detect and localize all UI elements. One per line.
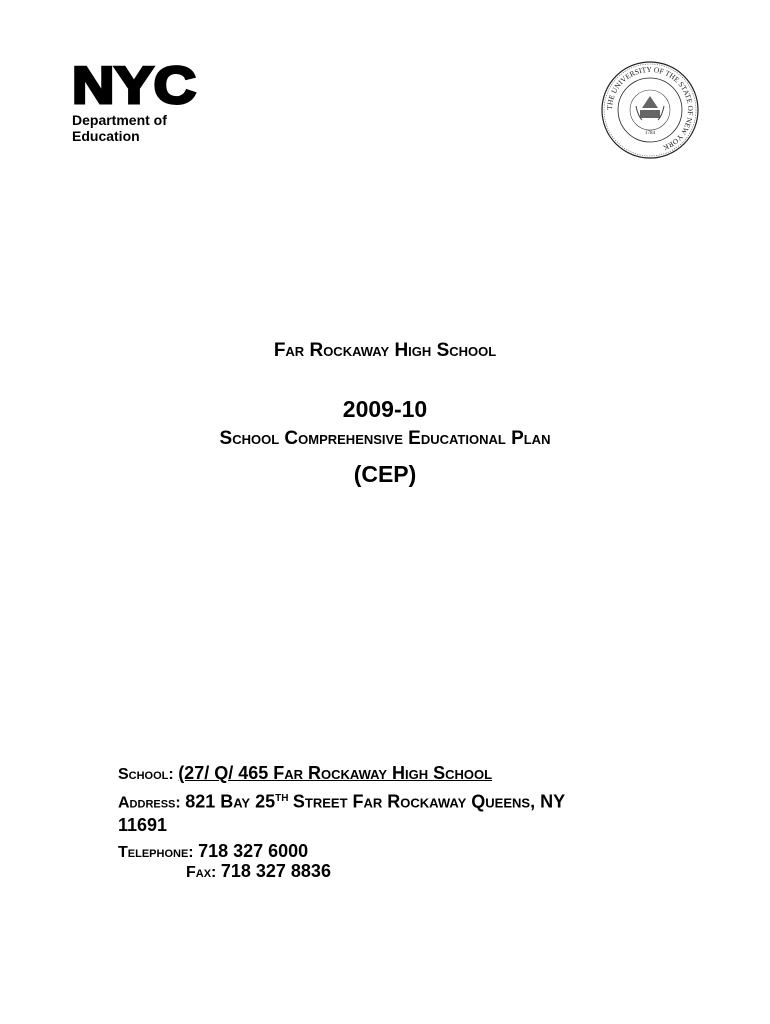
plan-year: 2009-10 xyxy=(342,396,428,422)
department-line-2: Education xyxy=(72,128,140,144)
telephone-value: 718 327 6000 xyxy=(198,841,309,861)
seal-year: 1784 xyxy=(645,131,655,136)
fax-value: 718 327 8836 xyxy=(220,861,331,881)
nyc-doe-logo xyxy=(72,62,202,144)
state-seal xyxy=(600,60,700,160)
zip-code: 11691 xyxy=(118,815,168,835)
school-line xyxy=(118,762,492,786)
address-number: 821 Bay 25 xyxy=(185,791,276,812)
department-label xyxy=(72,112,202,144)
fax-label: Fax: xyxy=(186,864,217,881)
department-line-1: Department of xyxy=(72,112,167,128)
address-label: Address: xyxy=(118,794,181,812)
address-suffix: TH xyxy=(275,793,289,804)
school-label: School: xyxy=(118,766,174,783)
plan-title: School Comprehensive Educational Plan xyxy=(219,428,551,449)
seal-ring-text: THE UNIVERSITY OF THE STATE OF NEW YORK xyxy=(604,64,696,153)
address-rest: Street Far Rockaway Queens, NY xyxy=(292,791,566,812)
nyc-logo-text: NYC xyxy=(72,62,196,108)
plan-abbreviation: (CEP) xyxy=(353,461,417,487)
school-name-heading: Far Rockaway High School xyxy=(273,340,497,361)
seal-icon xyxy=(600,60,700,160)
telephone-label: Telephone: xyxy=(118,844,194,861)
nyc-logo-icon xyxy=(72,62,200,108)
address-line xyxy=(118,788,565,814)
school-value: (27/ Q/ 465 Far Rockaway High School xyxy=(178,763,493,783)
fax-line xyxy=(186,860,331,884)
